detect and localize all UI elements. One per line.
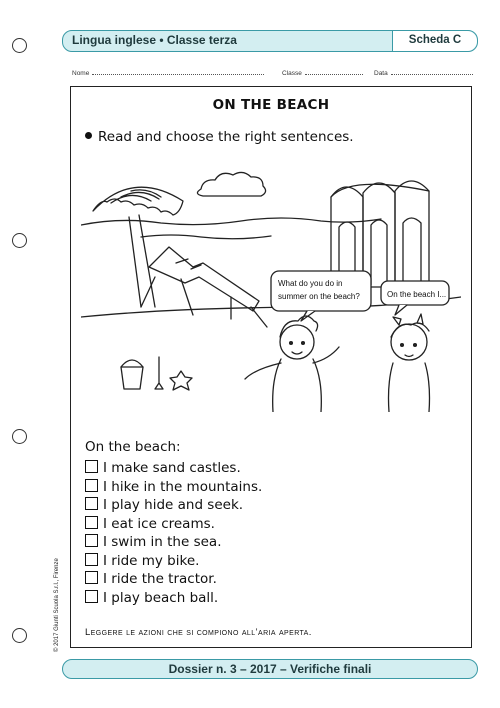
checkbox[interactable]	[85, 534, 98, 547]
date-field[interactable]	[374, 68, 473, 77]
spade-icon	[155, 357, 163, 389]
subject-label: Lingua inglese • Classe terza	[72, 33, 237, 47]
girl-figure	[389, 314, 430, 412]
bucket-icon	[121, 360, 143, 389]
bullet-icon	[85, 132, 92, 139]
footer-label: Dossier n. 3 – 2017 – Verifiche finali	[168, 662, 372, 676]
cloud	[197, 172, 265, 196]
item-text: I hike in the mountains.	[103, 478, 263, 495]
boy-question: What do you do in	[278, 279, 343, 288]
item-text: I play beach ball.	[103, 589, 219, 606]
item-text: I eat ice creams.	[103, 515, 215, 532]
sea-line	[81, 218, 381, 225]
worksheet-box	[70, 86, 472, 648]
name-label: Nome	[72, 70, 90, 77]
list-item	[85, 570, 262, 589]
list-item	[85, 552, 262, 571]
sheet-label: Scheda C	[408, 34, 462, 46]
page-title: ON THE BEACH	[212, 97, 330, 113]
header-band	[62, 30, 478, 52]
deck-chair-icon	[141, 247, 267, 327]
instruction	[85, 129, 354, 145]
footer-band	[62, 659, 478, 679]
checkbox[interactable]	[85, 460, 98, 473]
binder-hole	[12, 429, 27, 444]
list-item	[85, 459, 262, 478]
sentence-list	[85, 459, 262, 607]
item-text: I play hide and seek.	[103, 497, 244, 513]
item-text: I make sand castles.	[103, 460, 241, 476]
sheet-tab	[392, 31, 477, 51]
sea-line	[141, 235, 271, 239]
item-text: I ride my bike.	[103, 552, 200, 569]
binder-hole	[12, 233, 27, 248]
checkbox[interactable]	[85, 571, 98, 584]
girl-answer: On the beach I...	[387, 290, 447, 299]
date-label: Data	[374, 70, 388, 77]
item-text: I ride the tractor.	[103, 571, 217, 587]
checkbox[interactable]	[85, 590, 98, 603]
checkbox[interactable]	[85, 553, 98, 566]
class-label: Classe	[282, 70, 302, 77]
checkbox[interactable]	[85, 479, 98, 492]
item-text: I swim in the sea.	[103, 534, 222, 550]
checkbox[interactable]	[85, 497, 98, 510]
list-item	[85, 533, 262, 552]
beach-illustration	[81, 167, 461, 412]
starfish-icon	[170, 371, 192, 390]
list-item	[85, 515, 262, 534]
list-item	[85, 589, 262, 608]
list-item	[85, 478, 262, 497]
class-field[interactable]	[282, 68, 363, 77]
instruction-text: Read and choose the right sentences.	[98, 129, 354, 145]
checkbox[interactable]	[85, 516, 98, 529]
boy-figure	[245, 316, 339, 412]
svg-text:summer on the beach?: summer on the beach?	[278, 292, 360, 301]
copyright: © 2017 Giunti Scuola S.r.l., Firenze	[54, 558, 60, 652]
binder-hole	[12, 38, 27, 53]
binder-hole	[12, 628, 27, 643]
list-item	[85, 496, 262, 515]
teacher-note: Leggere le azioni che si compiono all’aria aperta.	[85, 627, 312, 638]
name-field[interactable]	[72, 68, 264, 77]
list-heading: On the beach:	[85, 439, 181, 455]
